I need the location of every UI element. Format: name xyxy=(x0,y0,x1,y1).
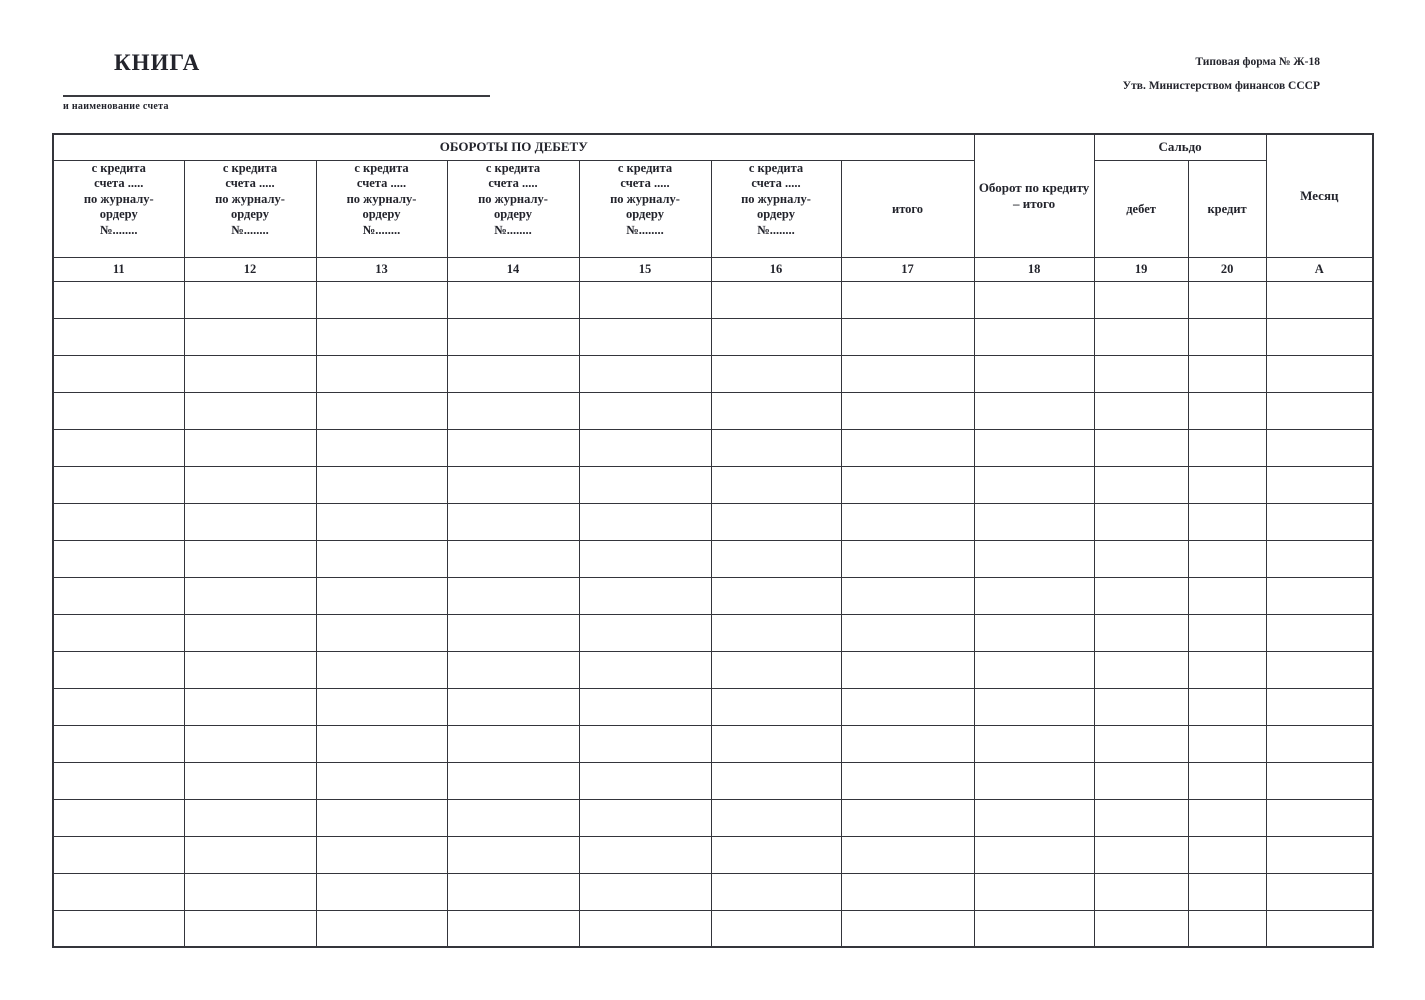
saldo-credit-col-header: кредит xyxy=(1188,160,1266,257)
ledger-cell-empty xyxy=(579,614,711,651)
ledger-cell-empty xyxy=(184,688,316,725)
ledger-cell-empty xyxy=(447,503,579,540)
ledger-cell-empty xyxy=(316,355,447,392)
ledger-cell-empty xyxy=(53,725,184,762)
ledger-cell-empty xyxy=(1266,688,1373,725)
journal-order-col-header xyxy=(447,160,579,257)
ledger-cell-empty xyxy=(1266,355,1373,392)
ledger-cell-empty xyxy=(184,577,316,614)
form-stamp-line-1: Типовая форма № Ж-18 xyxy=(1195,56,1320,68)
ledger-cell-empty xyxy=(841,281,974,318)
ledger-table xyxy=(52,133,1374,948)
journal-header-line: по журналу- xyxy=(83,191,154,206)
ledger-cell-empty xyxy=(579,355,711,392)
ledger-cell-empty xyxy=(447,392,579,429)
ledger-cell-empty xyxy=(579,577,711,614)
ledger-cell-empty xyxy=(447,281,579,318)
column-number: 17 xyxy=(841,257,974,281)
ledger-cell-empty xyxy=(1188,688,1266,725)
journal-header-line: по журналу- xyxy=(610,191,680,206)
ledger-cell-empty xyxy=(53,466,184,503)
journal-header-line: по журналу- xyxy=(215,191,285,206)
journal-header-line: №........ xyxy=(99,222,138,237)
ledger-cell-empty xyxy=(711,762,841,799)
ledger-cell-empty xyxy=(1094,540,1188,577)
ledger-cell-empty xyxy=(1094,688,1188,725)
ledger-cell-empty xyxy=(841,762,974,799)
ledger-cell-empty xyxy=(974,318,1094,355)
ledger-cell-empty xyxy=(1188,392,1266,429)
ledger-cell-empty xyxy=(579,392,711,429)
ledger-cell-empty xyxy=(841,392,974,429)
journal-header-line: №........ xyxy=(231,222,269,237)
ledger-cell-empty xyxy=(53,836,184,873)
journal-header-line: ордеру xyxy=(494,207,532,221)
column-number: 13 xyxy=(316,257,447,281)
ledger-cell-empty xyxy=(53,503,184,540)
ledger-cell-empty xyxy=(974,577,1094,614)
ledger-cell-empty xyxy=(184,836,316,873)
ledger-cell-empty xyxy=(974,651,1094,688)
column-number: А xyxy=(1266,257,1373,281)
ledger-cell-empty xyxy=(974,688,1094,725)
journal-header-line: с кредита xyxy=(485,160,541,175)
column-number: 12 xyxy=(184,257,316,281)
journal-header-line: счета ..... xyxy=(751,176,801,190)
ledger-cell-empty xyxy=(1266,651,1373,688)
ledger-row xyxy=(53,466,1373,503)
ledger-cell-empty xyxy=(316,281,447,318)
ledger-cell-empty xyxy=(974,466,1094,503)
saldo-debit-col-header: дебет xyxy=(1094,160,1188,257)
account-name-rule xyxy=(63,95,490,97)
ledger-cell-empty xyxy=(1266,392,1373,429)
ledger-row xyxy=(53,577,1373,614)
journal-header-line: с кредита xyxy=(91,160,146,175)
ledger-cell-empty xyxy=(974,836,1094,873)
journal-header-line: по журналу- xyxy=(346,191,417,206)
ledger-cell-empty xyxy=(1188,429,1266,466)
ledger-cell-empty xyxy=(841,836,974,873)
ledger-cell-empty xyxy=(711,873,841,910)
ledger-cell-empty xyxy=(974,910,1094,947)
ledger-cell-empty xyxy=(711,281,841,318)
ledger-cell-empty xyxy=(974,799,1094,836)
ledger-cell-empty xyxy=(53,910,184,947)
ledger-cell-empty xyxy=(184,503,316,540)
journal-header-line: счета ..... xyxy=(620,176,670,190)
ledger-cell-empty xyxy=(711,614,841,651)
journal-header-line: счета ..... xyxy=(225,176,275,190)
ledger-cell-empty xyxy=(184,614,316,651)
ledger-cell-empty xyxy=(1266,762,1373,799)
ledger-cell-empty xyxy=(711,318,841,355)
column-number: 11 xyxy=(53,257,184,281)
ledger-cell-empty xyxy=(579,873,711,910)
ledger-cell-empty xyxy=(53,577,184,614)
ledger-cell-empty xyxy=(711,651,841,688)
ledger-cell-empty xyxy=(841,799,974,836)
ledger-row xyxy=(53,873,1373,910)
ledger-cell-empty xyxy=(1094,281,1188,318)
journal-header-line: счета ..... xyxy=(94,176,144,190)
ledger-cell-empty xyxy=(53,355,184,392)
ledger-cell-empty xyxy=(711,466,841,503)
ledger-row xyxy=(53,910,1373,947)
ledger-cell-empty xyxy=(447,688,579,725)
ledger-cell-empty xyxy=(841,725,974,762)
header-group-row xyxy=(53,134,1373,160)
ledger-cell-empty xyxy=(579,540,711,577)
ledger-cell-empty xyxy=(184,429,316,466)
ledger-cell-empty xyxy=(316,392,447,429)
month-col-header: Месяц xyxy=(1266,134,1373,257)
ledger-cell-empty xyxy=(1094,466,1188,503)
journal-header-line: №........ xyxy=(362,222,401,237)
column-numbers-row xyxy=(53,257,1373,281)
ledger-cell-empty xyxy=(1188,577,1266,614)
ledger-cell-empty xyxy=(579,910,711,947)
ledger-cell-empty xyxy=(184,799,316,836)
ledger-cell-empty xyxy=(579,836,711,873)
ledger-cell-empty xyxy=(579,503,711,540)
ledger-cell-empty xyxy=(841,651,974,688)
ledger-cell-empty xyxy=(974,873,1094,910)
ledger-row xyxy=(53,836,1373,873)
ledger-cell-empty xyxy=(53,614,184,651)
ledger-cell-empty xyxy=(974,614,1094,651)
ledger-cell-empty xyxy=(841,540,974,577)
ledger-cell-empty xyxy=(184,910,316,947)
ledger-cell-empty xyxy=(316,762,447,799)
ledger-cell-empty xyxy=(579,429,711,466)
ledger-cell-empty xyxy=(53,540,184,577)
ledger-cell-empty xyxy=(974,281,1094,318)
ledger-cell-empty xyxy=(184,762,316,799)
ledger-row xyxy=(53,651,1373,688)
ledger-cell-empty xyxy=(1094,725,1188,762)
ledger-cell-empty xyxy=(1188,910,1266,947)
ledger-cell-empty xyxy=(1188,614,1266,651)
ledger-cell-empty xyxy=(579,762,711,799)
ledger-cell-empty xyxy=(579,725,711,762)
ledger-cell-empty xyxy=(316,540,447,577)
ledger-cell-empty xyxy=(579,281,711,318)
ledger-cell-empty xyxy=(1266,503,1373,540)
ledger-cell-empty xyxy=(447,429,579,466)
ledger-cell-empty xyxy=(447,651,579,688)
credit-turnover-col-header: Оборот по кредиту – итого xyxy=(974,134,1094,257)
ledger-cell-empty xyxy=(316,688,447,725)
journal-header-line: №........ xyxy=(757,222,795,237)
journal-order-col-header xyxy=(711,160,841,257)
journal-order-col-header xyxy=(184,160,316,257)
ledger-cell-empty xyxy=(316,910,447,947)
ledger-cell-empty xyxy=(1266,318,1373,355)
ledger-cell-empty xyxy=(1188,318,1266,355)
ledger-cell-empty xyxy=(1094,318,1188,355)
ledger-cell-empty xyxy=(316,873,447,910)
ledger-cell-empty xyxy=(1266,873,1373,910)
ledger-cell-empty xyxy=(1188,762,1266,799)
journal-header-line: с кредита xyxy=(748,160,804,175)
ledger-cell-empty xyxy=(974,540,1094,577)
ledger-cell-empty xyxy=(184,355,316,392)
ledger-cell-empty xyxy=(316,614,447,651)
journal-order-col-header xyxy=(579,160,711,257)
ledger-cell-empty xyxy=(53,651,184,688)
ledger-cell-empty xyxy=(1266,836,1373,873)
header-main-row xyxy=(53,160,1373,257)
ledger-cell-empty xyxy=(711,429,841,466)
ledger-cell-empty xyxy=(579,466,711,503)
ledger-cell-empty xyxy=(1188,355,1266,392)
ledger-cell-empty xyxy=(579,688,711,725)
ledger-cell-empty xyxy=(711,355,841,392)
ledger-cell-empty xyxy=(1094,651,1188,688)
ledger-cell-empty xyxy=(841,466,974,503)
column-number: 18 xyxy=(974,257,1094,281)
ledger-cell-empty xyxy=(53,281,184,318)
ledger-cell-empty xyxy=(53,688,184,725)
ledger-cell-empty xyxy=(1266,799,1373,836)
ledger-cell-empty xyxy=(184,281,316,318)
ledger-cell-empty xyxy=(841,577,974,614)
ledger-cell-empty xyxy=(974,503,1094,540)
ledger-row xyxy=(53,281,1373,318)
column-number: 16 xyxy=(711,257,841,281)
ledger-cell-empty xyxy=(1266,466,1373,503)
column-number: 14 xyxy=(447,257,579,281)
ledger-cell-empty xyxy=(53,392,184,429)
journal-header-line: счета ..... xyxy=(488,176,538,190)
account-name-caption: и наименование счета xyxy=(63,101,169,112)
ledger-cell-empty xyxy=(711,910,841,947)
ledger-cell-empty xyxy=(974,355,1094,392)
ledger-cell-empty xyxy=(974,429,1094,466)
ledger-cell-empty xyxy=(1188,540,1266,577)
ledger-cell-empty xyxy=(447,910,579,947)
ledger-cell-empty xyxy=(1188,836,1266,873)
form-stamp xyxy=(1123,50,1320,98)
ledger-cell-empty xyxy=(1094,910,1188,947)
ledger-cell-empty xyxy=(447,725,579,762)
ledger-cell-empty xyxy=(184,725,316,762)
ledger-row xyxy=(53,503,1373,540)
ledger-cell-empty xyxy=(1094,577,1188,614)
ledger-cell-empty xyxy=(1188,466,1266,503)
ledger-cell-empty xyxy=(974,762,1094,799)
form-stamp-line-2: Утв. Министерством финансов СССР xyxy=(1122,80,1320,92)
ledger-cell-empty xyxy=(841,355,974,392)
ledger-cell-empty xyxy=(184,651,316,688)
ledger-cell-empty xyxy=(316,577,447,614)
ledger-cell-empty xyxy=(1188,799,1266,836)
ledger-cell-empty xyxy=(1266,281,1373,318)
ledger-cell-empty xyxy=(53,762,184,799)
ledger-cell-empty xyxy=(1266,577,1373,614)
ledger-cell-empty xyxy=(711,503,841,540)
journal-header-line: с кредита xyxy=(617,160,673,175)
ledger-cell-empty xyxy=(447,318,579,355)
ledger-cell-empty xyxy=(53,873,184,910)
ledger-cell-empty xyxy=(841,429,974,466)
ledger-cell-empty xyxy=(1094,392,1188,429)
ledger-cell-empty xyxy=(974,392,1094,429)
journal-header-line: с кредита xyxy=(222,160,278,175)
ledger-cell-empty xyxy=(447,355,579,392)
ledger-cell-empty xyxy=(1188,873,1266,910)
ledger-cell-empty xyxy=(316,836,447,873)
ledger-cell-empty xyxy=(1094,355,1188,392)
journal-header-line: ордеру xyxy=(362,207,401,221)
table-body xyxy=(53,281,1373,947)
ledger-cell-empty xyxy=(1094,799,1188,836)
debit-turnover-group-header: ОБОРОТЫ ПО ДЕБЕТУ xyxy=(53,134,974,160)
journal-order-col-header xyxy=(53,160,184,257)
ledger-cell-empty xyxy=(1188,651,1266,688)
ledger-cell-empty xyxy=(841,688,974,725)
ledger-cell-empty xyxy=(316,799,447,836)
ledger-cell-empty xyxy=(53,318,184,355)
ledger-cell-empty xyxy=(1094,762,1188,799)
ledger-cell-empty xyxy=(184,318,316,355)
ledger-cell-empty xyxy=(711,540,841,577)
ledger-cell-empty xyxy=(184,873,316,910)
ledger-cell-empty xyxy=(316,503,447,540)
journal-header-line: по журналу- xyxy=(741,191,811,206)
ledger-cell-empty xyxy=(1094,873,1188,910)
journal-header-line: с кредита xyxy=(354,160,409,175)
ledger-cell-empty xyxy=(447,540,579,577)
journal-order-col-header xyxy=(316,160,447,257)
ledger-cell-empty xyxy=(1266,540,1373,577)
journal-header-line: счета ..... xyxy=(356,176,407,190)
ledger-cell-empty xyxy=(579,799,711,836)
ledger-cell-empty xyxy=(53,429,184,466)
ledger-cell-empty xyxy=(316,466,447,503)
ledger-row xyxy=(53,392,1373,429)
ledger-cell-empty xyxy=(184,540,316,577)
ledger-cell-empty xyxy=(1266,725,1373,762)
ledger-row xyxy=(53,355,1373,392)
ledger-row xyxy=(53,725,1373,762)
ledger-cell-empty xyxy=(53,799,184,836)
ledger-cell-empty xyxy=(184,466,316,503)
ledger-cell-empty xyxy=(447,836,579,873)
ledger-row xyxy=(53,614,1373,651)
journal-header-line: по журналу- xyxy=(478,191,548,206)
page-title: КНИГА xyxy=(114,50,201,75)
ledger-cell-empty xyxy=(1094,836,1188,873)
ledger-cell-empty xyxy=(711,577,841,614)
ledger-cell-empty xyxy=(447,762,579,799)
ledger-cell-empty xyxy=(316,429,447,466)
ledger-cell-empty xyxy=(1094,503,1188,540)
ledger-cell-empty xyxy=(1094,429,1188,466)
ledger-cell-empty xyxy=(841,503,974,540)
journal-header-line: №........ xyxy=(626,222,664,237)
ledger-cell-empty xyxy=(711,799,841,836)
ledger-cell-empty xyxy=(316,318,447,355)
ledger-cell-empty xyxy=(447,577,579,614)
ledger-cell-empty xyxy=(711,688,841,725)
ledger-cell-empty xyxy=(579,318,711,355)
column-number: 15 xyxy=(579,257,711,281)
ledger-cell-empty xyxy=(841,873,974,910)
ledger-cell-empty xyxy=(1266,429,1373,466)
ledger-cell-empty xyxy=(316,651,447,688)
journal-header-line: ордеру xyxy=(626,207,664,221)
ledger-cell-empty xyxy=(447,799,579,836)
ledger-row xyxy=(53,688,1373,725)
ledger-cell-empty xyxy=(974,725,1094,762)
ledger-cell-empty xyxy=(1188,503,1266,540)
column-number: 19 xyxy=(1094,257,1188,281)
ledger-cell-empty xyxy=(1188,281,1266,318)
column-number: 20 xyxy=(1188,257,1266,281)
ledger-cell-empty xyxy=(447,466,579,503)
ledger-cell-empty xyxy=(316,725,447,762)
ledger-cell-empty xyxy=(447,873,579,910)
ledger-cell-empty xyxy=(1266,614,1373,651)
ledger-cell-empty xyxy=(1094,614,1188,651)
ledger-row xyxy=(53,429,1373,466)
ledger-cell-empty xyxy=(711,725,841,762)
ledger-cell-empty xyxy=(579,651,711,688)
ledger-cell-empty xyxy=(841,910,974,947)
ledger-row xyxy=(53,540,1373,577)
ledger-cell-empty xyxy=(447,614,579,651)
ledger-cell-empty xyxy=(711,392,841,429)
ledger-cell-empty xyxy=(1188,725,1266,762)
journal-header-line: №........ xyxy=(494,222,532,237)
journal-header-line: ордеру xyxy=(231,207,269,221)
journal-header-line: ордеру xyxy=(99,207,138,221)
ledger-cell-empty xyxy=(1266,910,1373,947)
ledger-row xyxy=(53,762,1373,799)
ledger-row xyxy=(53,318,1373,355)
journal-header-line: ордеру xyxy=(757,207,795,221)
ledger-cell-empty xyxy=(711,836,841,873)
ledger-row xyxy=(53,799,1373,836)
saldo-group-header: Сальдо xyxy=(1094,134,1266,160)
ledger-cell-empty xyxy=(184,392,316,429)
ledger-cell-empty xyxy=(841,614,974,651)
ledger-cell-empty xyxy=(841,318,974,355)
debit-total-col-header: итого xyxy=(841,160,974,257)
